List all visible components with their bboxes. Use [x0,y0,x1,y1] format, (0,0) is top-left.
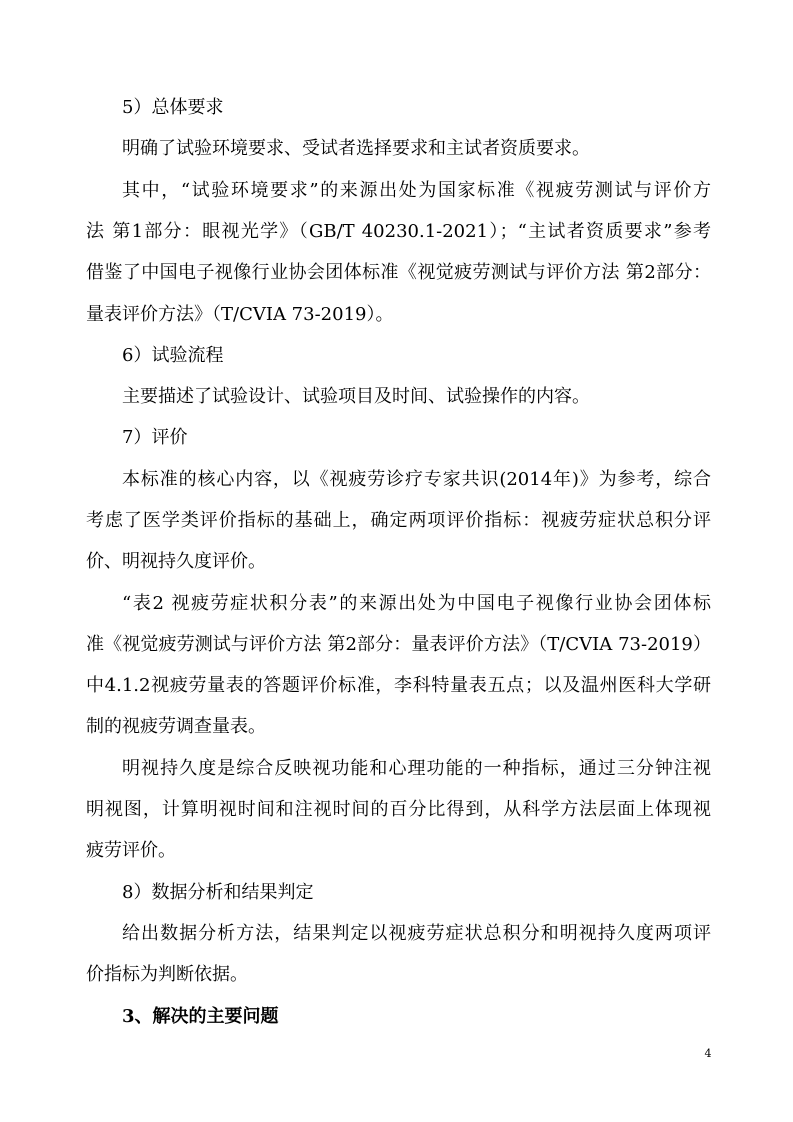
section-heading-evaluation: 7）评价 [122,427,188,448]
paragraph-line: 明确了试验环境要求、受试者选择要求和主试者资质要求。 [122,138,590,159]
paragraph-line: 价指标为判断依据。 [86,964,248,985]
paragraph-line: 明视持久度是综合反映视功能和心理功能的一种指标，通过三分钟注视 [122,758,711,779]
section-heading-main-problems: 3、解决的主要问题 [122,1006,279,1027]
paragraph-line: 法 第1部分：眼视光学》（GB/T 40230.1-2021）；“主试者资质要求”参考 [86,221,711,242]
page-number: 4 [704,1047,712,1060]
paragraph-line: 明视图，计算明视时间和注视时间的百分比得到，从科学方法层面上体现视 [86,799,711,820]
paragraph-line: 给出数据分析方法，结果判定以视疲劳症状总积分和明视持久度两项评 [122,923,711,944]
paragraph-line: 其中，“试验环境要求”的来源出处为国家标准《视疲劳测试与评价方 [122,180,711,201]
paragraph-line: 借鉴了中国电子视像行业协会团体标准《视觉疲劳测试与评价方法 第2部分： [86,262,711,283]
paragraph-line: 中4.1.2视疲劳量表的答题评价标准，李科特量表五点；以及温州医科大学研 [86,675,711,696]
section-heading-test-process: 6）试验流程 [122,345,224,366]
section-heading-data-analysis: 8）数据分析和结果判定 [122,882,314,903]
paragraph-line: 考虑了医学类评价指标的基础上，确定两项评价指标：视疲劳症状总积分评 [86,510,711,531]
paragraph-line: 本标准的核心内容，以《视疲劳诊疗专家共识(2014年)》为参考，综合 [122,469,711,490]
paragraph-line: 价、明视持久度评价。 [86,551,266,572]
paragraph-line: 主要描述了试验设计、试验项目及时间、试验操作的内容。 [122,386,590,407]
paragraph-line: 疲劳评价。 [86,840,176,861]
paragraph-line: 准《视觉疲劳测试与评价方法 第2部分：量表评价方法》（T/CVIA 73-2019） [86,634,711,655]
paragraph-line: 制的视疲劳调查量表。 [86,716,266,737]
paragraph-line: 量表评价方法》（T/CVIA 73-2019）。 [86,304,394,325]
paragraph-line: “表2 视疲劳症状积分表”的来源出处为中国电子视像行业协会团体标 [122,593,711,614]
section-heading-overall-requirements: 5）总体要求 [122,97,224,118]
